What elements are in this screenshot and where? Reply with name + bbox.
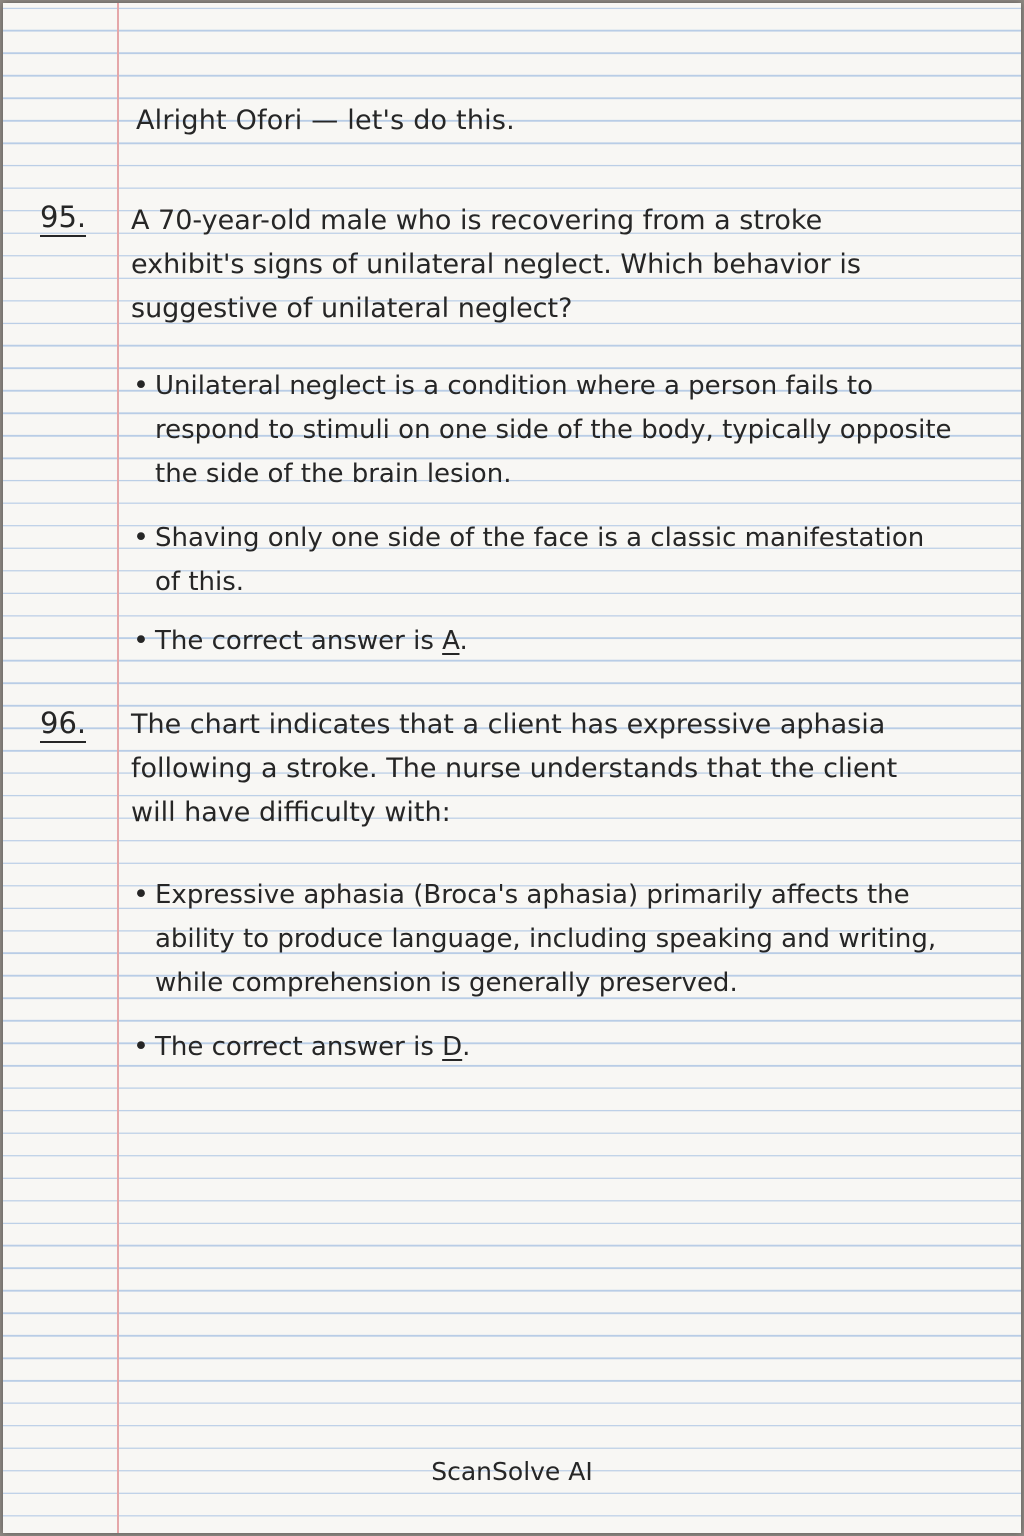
question-number-95: 95. xyxy=(40,201,86,237)
explanation-bullet: Unilateral neglect is a condition where a person fails to respond to stimuli on one side of the body, typically opposite the side of the brain lesion. xyxy=(155,371,952,489)
question-text-96: The chart indicates that a client has expressive aphasia following a stroke. The nurse understands that the client will have difficulty with: xyxy=(131,709,898,828)
answer-prefix: The correct answer is xyxy=(155,1032,434,1062)
question-text-95: A 70-year-old male who is recovering from a stroke exhibit's signs of unilateral neglect. Which behavior is suggestive of unilateral neglect? xyxy=(131,205,861,324)
answer-suffix: . xyxy=(459,626,468,656)
bullet-marker: • xyxy=(133,625,149,656)
bullet-marker: • xyxy=(133,1031,149,1062)
answer-line-96 xyxy=(155,1025,470,1069)
answer-line-95 xyxy=(155,619,468,663)
explanation-bullet: Shaving only one side of the face is a classic manifestation of this. xyxy=(155,523,925,597)
bullet-marker: • xyxy=(133,522,149,553)
answer-suffix: . xyxy=(462,1032,471,1062)
bullet-marker: • xyxy=(133,879,149,910)
answer-letter: A xyxy=(442,626,460,656)
question-number-96: 96. xyxy=(40,707,86,743)
bullet-marker: • xyxy=(133,370,149,401)
answer-letter: D xyxy=(442,1032,463,1062)
explanation-bullet: Expressive aphasia (Broca's aphasia) primarily affects the ability to produce language, including speaking and writing, while comprehension is generally preserved. xyxy=(155,880,937,998)
margin-line xyxy=(117,3,119,1533)
greeting: Alright Ofori — let's do this. xyxy=(136,105,515,136)
answer-prefix: The correct answer is xyxy=(155,626,434,656)
notebook-paper xyxy=(3,3,1021,1533)
footer-brand: ScanSolve AI xyxy=(431,1457,593,1486)
